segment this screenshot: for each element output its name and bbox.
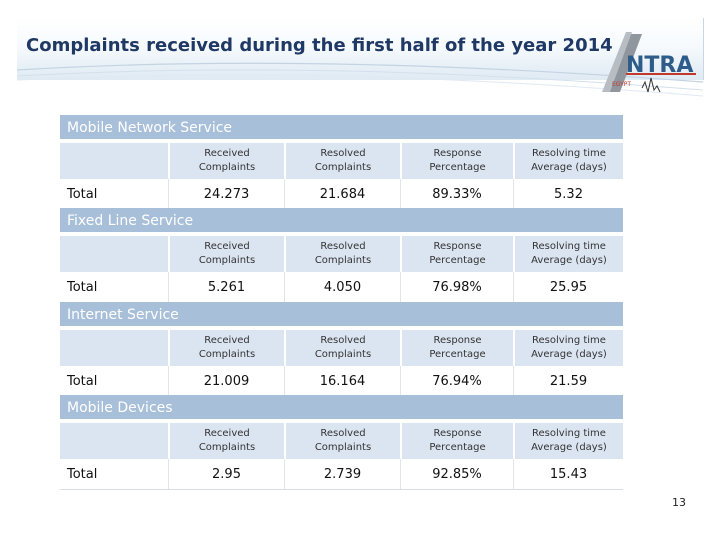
response-value: 76.94% bbox=[400, 366, 513, 396]
section-title: Internet Service bbox=[60, 302, 623, 328]
total-row bbox=[60, 272, 623, 303]
response-value: 92.85% bbox=[400, 459, 513, 489]
header-row bbox=[60, 423, 623, 459]
logo-text: NTRA bbox=[626, 53, 694, 78]
resolving-value: 21.59 bbox=[513, 366, 623, 396]
header-response: Response Percentage bbox=[400, 236, 513, 272]
total-row bbox=[60, 366, 623, 397]
section-title: Fixed Line Service bbox=[60, 208, 623, 234]
received-value: 5.261 bbox=[168, 272, 284, 302]
header-row bbox=[60, 236, 623, 272]
header-response: Response Percentage bbox=[400, 143, 513, 179]
header-received: Received Complaints bbox=[168, 423, 284, 459]
resolving-value: 15.43 bbox=[513, 459, 623, 489]
resolved-value: 2.739 bbox=[284, 459, 400, 489]
header-resolved: Resolved Complaints bbox=[284, 423, 400, 459]
header-resolved: Resolved Complaints bbox=[284, 236, 400, 272]
received-value: 24.273 bbox=[168, 179, 284, 209]
header-received: Received Complaints bbox=[168, 143, 284, 179]
resolved-value: 21.684 bbox=[284, 179, 400, 209]
header-resolved: Resolved Complaints bbox=[284, 330, 400, 366]
section-title: Mobile Network Service bbox=[60, 115, 623, 141]
header-row bbox=[60, 330, 623, 366]
header-blank-cell bbox=[60, 423, 168, 459]
logo-subtext: EGYPT bbox=[612, 81, 632, 88]
header-received: Received Complaints bbox=[168, 330, 284, 366]
header-resolving: Resolving time Average (days) bbox=[513, 236, 623, 272]
resolved-value: 4.050 bbox=[284, 272, 400, 302]
resolving-value: 25.95 bbox=[513, 272, 623, 302]
header-response: Response Percentage bbox=[400, 423, 513, 459]
received-value: 2.95 bbox=[168, 459, 284, 489]
total-label: Total bbox=[67, 373, 98, 389]
header-received: Received Complaints bbox=[168, 236, 284, 272]
page-title: Complaints received during the first half of the year 2014 bbox=[26, 35, 613, 56]
header-blank-cell bbox=[60, 330, 168, 366]
header-resolving: Resolving time Average (days) bbox=[513, 423, 623, 459]
header-resolving: Resolving time Average (days) bbox=[513, 330, 623, 366]
total-row bbox=[60, 459, 623, 490]
header-response: Response Percentage bbox=[400, 330, 513, 366]
ntra-logo bbox=[596, 28, 704, 98]
response-value: 89.33% bbox=[400, 179, 513, 209]
received-value: 21.009 bbox=[168, 366, 284, 396]
header-resolving: Resolving time Average (days) bbox=[513, 143, 623, 179]
total-row bbox=[60, 179, 623, 210]
resolved-value: 16.164 bbox=[284, 366, 400, 396]
section-title: Mobile Devices bbox=[60, 395, 623, 421]
page-number: 13 bbox=[672, 496, 686, 509]
total-label: Total bbox=[67, 279, 98, 295]
total-label: Total bbox=[67, 186, 98, 202]
response-value: 76.98% bbox=[400, 272, 513, 302]
header-resolved: Resolved Complaints bbox=[284, 143, 400, 179]
total-label: Total bbox=[67, 466, 98, 482]
header-blank-cell bbox=[60, 143, 168, 179]
resolving-value: 5.32 bbox=[513, 179, 623, 209]
header-row bbox=[60, 143, 623, 179]
header-blank-cell bbox=[60, 236, 168, 272]
